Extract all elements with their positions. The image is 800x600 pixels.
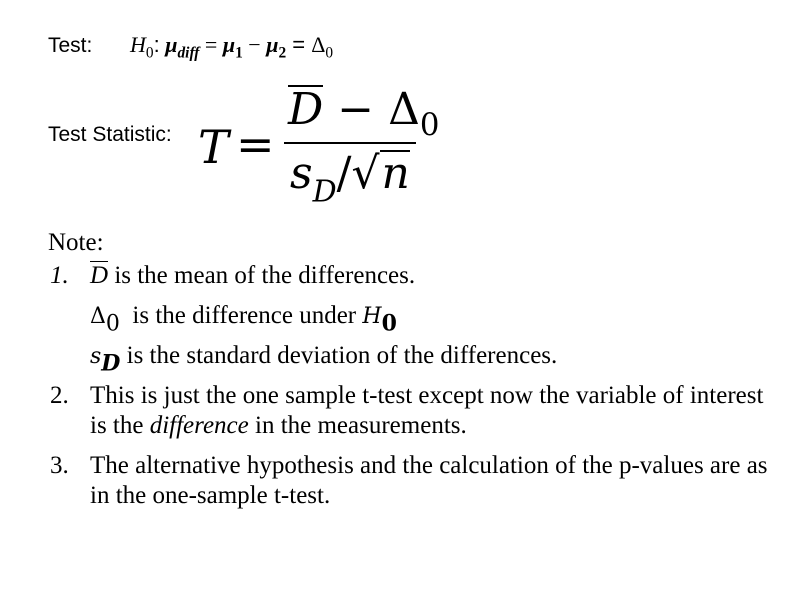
formula-numerator bbox=[288, 84, 440, 143]
mu2-subscript: 2 bbox=[278, 44, 287, 62]
h0-symbol: H bbox=[130, 32, 146, 57]
note-item-1 bbox=[48, 261, 768, 291]
mu-diff-symbol: μ bbox=[165, 32, 178, 57]
sd-symbol-note: s bbox=[90, 344, 102, 369]
test-label: Test: bbox=[48, 34, 93, 57]
h0-subscript: 0 bbox=[145, 44, 154, 62]
notes-heading: Note: bbox=[48, 229, 104, 256]
test-statistic-formula bbox=[198, 84, 440, 214]
note-item-2-text-a: This is just the one sample t-test except now the variable of interest is the bbox=[90, 382, 764, 439]
note-item-2-text-b: in the measurements. bbox=[248, 412, 467, 439]
h0-symbol-note: H bbox=[362, 304, 382, 329]
note-item-2-emphasis: difference bbox=[149, 412, 249, 439]
delta-subscript: 0 bbox=[325, 44, 334, 62]
equals-sign-2: = bbox=[286, 32, 312, 57]
diff-subscript: diff bbox=[177, 44, 200, 62]
delta-subscript-note: 0 bbox=[105, 311, 120, 337]
fraction-bar bbox=[284, 142, 416, 144]
note-item-3-marker: 3. bbox=[50, 452, 69, 479]
d-bar-symbol-note: D bbox=[90, 262, 109, 289]
test-statistic-label: Test Statistic: bbox=[48, 123, 172, 146]
formula-denominator bbox=[290, 148, 410, 210]
numerator-delta-subscript: 0 bbox=[419, 106, 440, 143]
note-item-2-marker: 2. bbox=[50, 382, 69, 409]
denominator-slash: / bbox=[336, 148, 352, 199]
d-bar-symbol: D bbox=[288, 84, 324, 135]
null-hypothesis-formula bbox=[130, 32, 334, 62]
note-item-3-text: The alternative hypothesis and the calculation of the p-values are as in the one-sample t-test. bbox=[90, 452, 768, 509]
notes-section bbox=[48, 228, 768, 521]
note-sub-line-sd-text: is the standard deviation of the differences. bbox=[120, 342, 558, 369]
sd-symbol: s bbox=[290, 148, 313, 199]
mu1-symbol: μ bbox=[222, 32, 236, 57]
colon: : bbox=[153, 32, 160, 57]
note-sub-line-sd bbox=[48, 341, 768, 377]
note-item-1-text: is the mean of the differences. bbox=[108, 262, 416, 289]
delta-symbol: Δ bbox=[311, 32, 326, 57]
sd-subscript-note: D bbox=[101, 350, 121, 377]
note-item-2 bbox=[48, 381, 768, 441]
note-item-1-marker: 1. bbox=[50, 262, 69, 289]
h0-subscript-note: 0 bbox=[381, 310, 397, 337]
sd-subscript: D bbox=[312, 174, 337, 210]
equals-sign: = bbox=[199, 32, 223, 57]
note-sub-line-delta-text: is the difference under bbox=[119, 302, 363, 329]
note-sub-line-delta bbox=[48, 301, 768, 337]
numerator-minus-delta: − Δ bbox=[323, 84, 420, 135]
mu2-symbol: μ bbox=[266, 32, 279, 57]
statistic-T: T bbox=[198, 120, 229, 174]
sqrt-sign: √ bbox=[351, 148, 380, 199]
mu1-subscript: 1 bbox=[235, 44, 243, 62]
note-item-3 bbox=[48, 451, 768, 511]
test-hypothesis-line bbox=[48, 32, 334, 62]
formula-equals: = bbox=[236, 117, 275, 171]
delta-symbol-note: Δ bbox=[90, 304, 106, 329]
minus-sign: − bbox=[242, 32, 267, 57]
sqrt-argument: n bbox=[381, 148, 410, 199]
